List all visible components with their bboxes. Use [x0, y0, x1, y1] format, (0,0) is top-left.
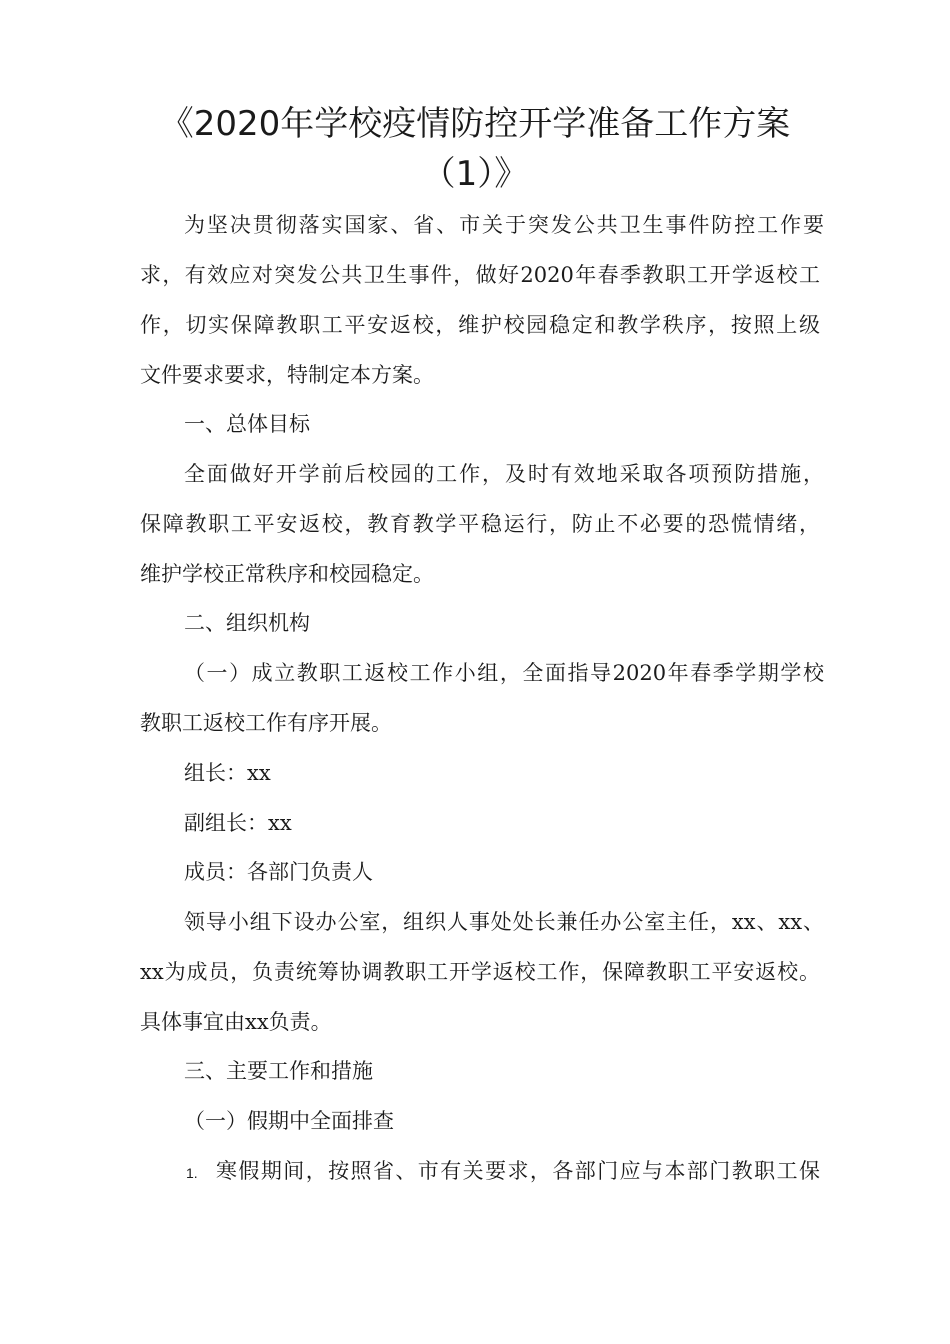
deputy-leader-line: 副组长：xx — [184, 811, 292, 835]
paragraph-intro-line-3: 作，切实保障教职工平安返校，维护校园稳定和教学秩序，按照上级 — [140, 313, 820, 337]
members-line: 成员：各部门负责人 — [184, 860, 373, 884]
paragraph-goal-line-3: 维护学校正常秩序和校园稳定。 — [140, 562, 434, 586]
section-heading-1: 一、总体目标 — [184, 412, 310, 436]
paragraph-org-line-2: 教职工返校工作有序开展。 — [140, 711, 392, 735]
document-title-line-2: （1）》 — [421, 154, 529, 194]
paragraph-office-line-3: 具体事宜由xx负责。 — [140, 1010, 332, 1034]
subsection-heading-1: （一）假期中全面排查 — [184, 1109, 394, 1133]
list-item-1-line-1: 寒假期间，按照省、市有关要求，各部门应与本部门教职工保 — [216, 1159, 820, 1183]
paragraph-org-line-1: （一）成立教职工返校工作小组，全面指导2020年春季学期学校 — [184, 661, 824, 685]
section-heading-2: 二、组织机构 — [184, 611, 310, 635]
paragraph-office-line-2: xx为成员，负责统筹协调教职工开学返校工作，保障教职工平安返校。 — [140, 960, 820, 984]
paragraph-goal-line-1: 全面做好开学前后校园的工作，及时有效地采取各项预防措施， — [184, 462, 824, 486]
paragraph-office-line-1: 领导小组下设办公室，组织人事处处长兼任办公室主任，xx、xx、 — [184, 910, 824, 934]
leader-line: 组长：xx — [184, 761, 271, 785]
document-title-line-1: 《2020年学校疫情防控开学准备工作方案 — [159, 104, 791, 144]
paragraph-goal-line-2: 保障教职工平安返校，教育教学平稳运行，防止不必要的恐慌情绪， — [140, 512, 820, 536]
list-marker-number: 1. — [186, 1165, 198, 1181]
paragraph-intro-line-1: 为坚决贯彻落实国家、省、市关于突发公共卫生事件防控工作要 — [184, 213, 824, 237]
paragraph-intro-line-4: 文件要求要求，特制定本方案。 — [140, 363, 434, 387]
section-heading-3: 三、主要工作和措施 — [184, 1059, 373, 1083]
paragraph-intro-line-2: 求，有效应对突发公共卫生事件，做好2020年春季教职工开学返校工 — [140, 263, 820, 287]
